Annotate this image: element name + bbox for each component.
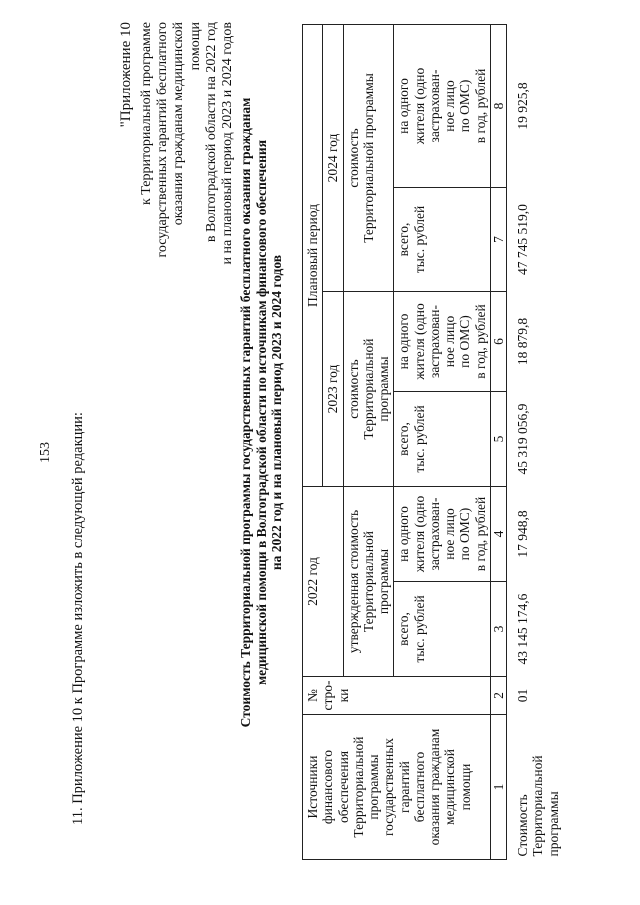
header-total-2023: всего, тыс. рублей [394, 392, 491, 487]
appendix-header [118, 22, 236, 277]
column-number: 8 [490, 24, 506, 187]
column-number: 6 [490, 292, 506, 392]
header-cost-2023: стоимость Территориальной программы [343, 292, 394, 487]
header-per-person-2022: на одного жителя (одно застрахован- ное лицо по ОМС) в год, рублей [394, 487, 491, 582]
cost-table [302, 24, 561, 860]
appendix-line: к Территориальной программе [139, 22, 155, 206]
row-name: Стоимость Территориальной программы [515, 755, 561, 857]
header-total-2024: всего, тыс. рублей [394, 188, 491, 292]
header-year-2024: 2024 год [323, 24, 343, 291]
appendix-line: государственных гарантий бесплатного [155, 22, 171, 258]
cell-total-2024: 47 745 519,0 [515, 204, 530, 275]
page-number: 153 [38, 442, 53, 463]
header-approved-cost: утвержденная стоимость Территориальной программы [343, 487, 394, 677]
column-number: 5 [490, 392, 506, 487]
header-per-person-2024: на одного жителя (одно застрахован- ное лицо по ОМС) в год, рублей [394, 24, 491, 187]
header-line-number: № стро- ки [303, 677, 491, 715]
header-source: Источники финансового обеспечения Территориальной программы государственных гарантий бесплатного оказания гражданам медицинской помощи [303, 715, 491, 860]
document-title-line: Стоимость Территориальной программы государственных гарантий бесплатного оказания гражданам [238, 97, 253, 728]
column-number: 3 [490, 582, 506, 677]
column-number: 4 [490, 487, 506, 582]
document-title [238, 60, 285, 765]
cell-per-person-2022: 17 948,8 [515, 510, 530, 558]
column-number: 2 [490, 677, 506, 715]
header-year-2023: 2023 год [323, 292, 343, 487]
header-cost-2024: стоимость Территориальной программы [343, 24, 394, 291]
header-row [303, 24, 323, 859]
column-number: 7 [490, 188, 506, 292]
appendix-line: оказания гражданам медицинской помощи [171, 22, 203, 226]
cell-per-person-2024: 19 925,8 [515, 82, 530, 130]
column-number-row [490, 24, 506, 859]
document-title-line: на 2022 год и на плановый период 2023 и 2024 годов [269, 254, 285, 571]
cell-total-2023: 45 319 056,9 [515, 403, 530, 475]
header-total-2022: всего, тыс. рублей [394, 582, 491, 677]
header-per-person-2023: на одного жителя (одно застрахован- ное лицо по ОМС) в год, рублей [394, 292, 491, 392]
header-planned-period: Плановый период [303, 24, 323, 486]
cell-total-2022: 43 145 174,6 [515, 593, 530, 665]
column-number: 1 [490, 715, 506, 860]
appendix-line: в Волгоградской области на 2022 год [203, 22, 219, 243]
lead-text: 11. Приложение 10 к Программе изложить в следующей редакции: [70, 412, 86, 825]
appendix-line: и на плановый период 2023 и 2024 годов [219, 22, 235, 265]
cell-per-person-2023: 18 879,8 [515, 317, 530, 366]
document-title-line: медицинской помощи в Волгоградской области по источникам финансового обеспечения [253, 139, 269, 686]
row-line-number: 01 [515, 688, 530, 703]
header-year-2022: 2022 год [303, 487, 344, 677]
table-row [507, 24, 561, 859]
appendix-title: "Приложение 10 [118, 22, 134, 128]
